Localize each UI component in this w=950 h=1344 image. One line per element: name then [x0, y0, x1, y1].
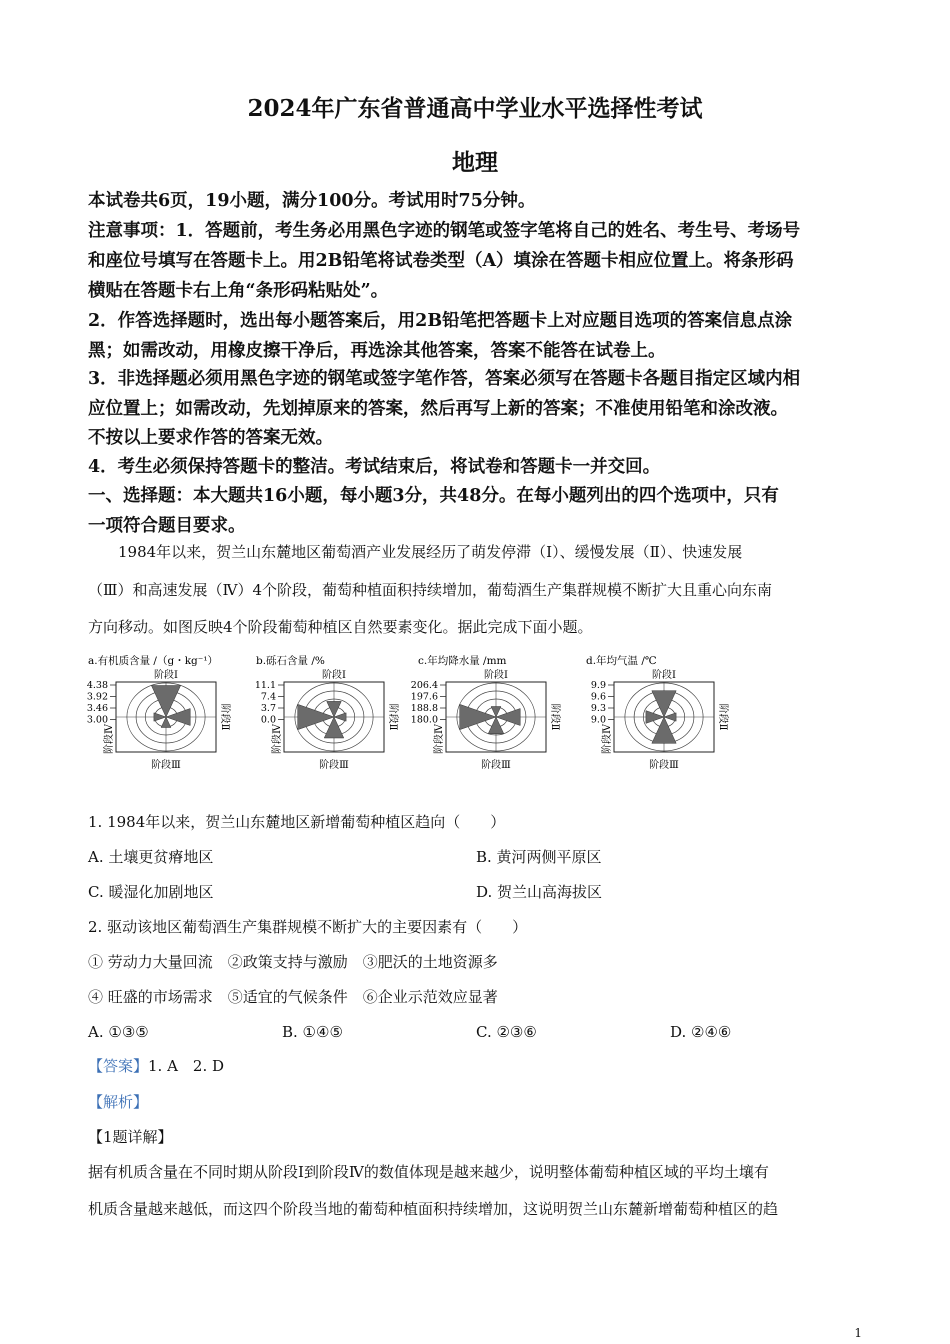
section-heading-line-1: 一、选择题：本大题共16小题，每小题3分，共48分。在每小题列出的四个选项中，只有	[88, 486, 779, 506]
detail-line-1: 据有机质含量在不同时期从阶段Ⅰ到阶段Ⅳ的数值体现是越来越少，说明整体葡萄种植区域的平均土壤有	[88, 1163, 769, 1181]
tick-label: 3.46	[86, 703, 108, 714]
notice-3-line-3: 不按以上要求作答的答案无效。	[88, 428, 333, 448]
axis-label-stage-1: 阶段Ⅰ	[322, 670, 346, 681]
page-number: 1	[854, 1326, 862, 1340]
question-2-option-c[interactable]: C. ②③⑥	[476, 1023, 537, 1041]
answer-tag: 【答案】	[88, 1057, 149, 1075]
radar-chart-2	[255, 654, 399, 771]
axis-label-stage-4: 阶段Ⅳ	[434, 724, 445, 754]
tick-label: 3.92	[86, 691, 108, 703]
axis-label-stage-2: 阶段Ⅱ	[219, 703, 230, 731]
sector-3	[652, 717, 676, 743]
axis-label-stage-3: 阶段Ⅲ	[481, 760, 511, 771]
chart-title: a.有机质含量 /（g・kg⁻¹）	[88, 655, 219, 667]
axis-label-stage-1: 阶段Ⅰ	[484, 670, 508, 681]
tick-label: 197.6	[410, 691, 438, 703]
tick-label: 9.6	[590, 691, 606, 703]
tick-label: 9.3	[590, 703, 606, 714]
axis-label-stage-2: 阶段Ⅱ	[717, 703, 728, 731]
tick-label: 188.8	[410, 703, 438, 714]
question-1-option-c[interactable]: C. 暖湿化加剧地区	[88, 883, 214, 901]
sector-2	[664, 713, 676, 721]
question-2-option-d[interactable]: D. ②④⑥	[670, 1023, 732, 1041]
radar-chart-1	[87, 654, 231, 771]
sector-2	[334, 713, 346, 721]
notice-1-line-2: 和座位号填写在答题卡上。用2B铅笔将试卷类型（A）填涂在答题卡相应位置上。将条形码	[88, 251, 794, 271]
notice-3-line-1: 3．非选择题必须用黑色字迹的钢笔或签字笔作答，答案必须写在答题卡各题目指定区域内相	[88, 369, 801, 389]
chart-title: c.年均降水量 /mm	[418, 655, 507, 667]
notice-3-line-2: 应位置上；如需改动，先划掉原来的答案，然后再写上新的答案；不准使用铅笔和涂改液。	[88, 399, 788, 419]
axis-label-stage-1: 阶段Ⅰ	[154, 670, 178, 681]
sector-1	[327, 701, 342, 717]
sector-3	[324, 717, 344, 738]
question-2-factors-line-2: ④ 旺盛的市场需求 ⑤适宜的气候条件 ⑥企业示范效应显著	[88, 988, 498, 1006]
notice-4: 4．考生必须保持答题卡的整洁。考试结束后，将试卷和答题卡一并交回。	[88, 457, 661, 477]
tick-label: 3.00	[86, 714, 108, 726]
sector-4	[154, 713, 166, 721]
detail-line-2: 机质含量越来越低，而这四个阶段当地的葡萄种植面积持续增加，这说明贺兰山东麓新增葡萄种植区的趋	[88, 1200, 779, 1218]
axis-label-stage-3: 阶段Ⅲ	[151, 760, 181, 771]
question-1-stem: 1. 1984年以来，贺兰山东麓地区新增葡萄种植区趋向（ ）	[88, 813, 506, 831]
chart-title: d.年均气温 /℃	[586, 655, 657, 667]
notice-1-line-1: 注意事项：1．答题前，考生务必用黑色字迹的钢笔或签字笔将自己的姓名、考生号、考场号	[88, 221, 801, 241]
question-1-option-a[interactable]: A. 土壤更贫瘠地区	[88, 848, 214, 866]
tick-label: 4.38	[86, 680, 108, 691]
subject-title: 地理	[452, 149, 498, 176]
sector-3	[488, 717, 504, 734]
tick-label: 9.0	[590, 714, 606, 726]
answer-line	[88, 1056, 224, 1076]
question-1-option-d[interactable]: D. 贺兰山高海拔区	[476, 883, 603, 901]
radar-chart-4	[586, 654, 729, 771]
exam-title: 2024年广东省普通高中学业水平选择性考试	[247, 95, 703, 122]
radar-chart-3	[411, 654, 561, 771]
sector-1	[652, 691, 676, 717]
tick-label: 3.7	[260, 703, 276, 714]
radar-charts-figure	[86, 650, 756, 782]
tick-label: 206.4	[410, 680, 438, 691]
tick-label: 9.9	[590, 680, 606, 691]
notice-2-line-2: 黑；如需改动，用橡皮擦干净后，再选涂其他答案，答案不能答在试卷上。	[88, 341, 666, 361]
notice-2-line-1: 2．作答选择题时，选出每小题答案后，用2B铅笔把答题卡上对应题目选项的答案信息点涂	[88, 311, 793, 331]
axis-label-stage-3: 阶段Ⅲ	[649, 760, 679, 771]
tick-label: 0.0	[260, 714, 276, 726]
question-2-option-b[interactable]: B. ①④⑤	[282, 1023, 343, 1041]
exam-intro: 本试卷共6页，19小题，满分100分。考试用时75分钟。	[88, 191, 536, 211]
sector-2	[496, 709, 520, 726]
tick-label: 180.0	[410, 714, 438, 726]
tick-label: 7.4	[260, 691, 276, 703]
axis-label-stage-3: 阶段Ⅲ	[319, 760, 349, 771]
axis-label-stage-2: 阶段Ⅱ	[549, 703, 560, 731]
chart-title: b.砾石含量 /%	[256, 655, 325, 667]
sector-1	[491, 707, 501, 718]
sector-3	[161, 717, 171, 728]
axis-label-stage-4: 阶段Ⅳ	[272, 724, 283, 754]
axis-label-stage-4: 阶段Ⅳ	[602, 724, 613, 754]
section-heading-line-2: 一项符合题目要求。	[88, 516, 246, 536]
detail-tag: 【1题详解】	[88, 1128, 173, 1146]
tick-label: 11.1	[254, 680, 276, 691]
question-2-stem: 2. 驱动该地区葡萄酒生产集群规模不断扩大的主要因素有（ ）	[88, 918, 528, 936]
sector-2	[166, 709, 190, 726]
analysis-tag: 【解析】	[88, 1093, 149, 1111]
passage-line-2: （Ⅲ）和高速发展（Ⅳ）4个阶段，葡萄种植面积持续增加，葡萄酒生产集群规模不断扩大且重心向东南	[88, 581, 772, 599]
answer-text: 1. A 2. D	[148, 1057, 225, 1075]
notice-1-line-3: 横贴在答题卡右上角“条形码粘贴处”。	[88, 281, 389, 301]
sector-4	[646, 711, 664, 724]
axis-label-stage-1: 阶段Ⅰ	[652, 670, 676, 681]
question-2-factors-line-1: ① 劳动力大量回流 ②政策支持与激励 ③肥沃的土地资源多	[88, 953, 498, 971]
axis-label-stage-4: 阶段Ⅳ	[104, 724, 115, 754]
axis-label-stage-2: 阶段Ⅱ	[387, 703, 398, 731]
question-2-option-a[interactable]: A. ①③⑤	[88, 1023, 149, 1041]
passage-line-3: 方向移动。如图反映4个阶段葡萄种植区自然要素变化。据此完成下面小题。	[88, 618, 593, 636]
question-1-option-b[interactable]: B. 黄河两侧平原区	[476, 848, 602, 866]
passage-line-1: 1984年以来，贺兰山东麓地区葡萄酒产业发展经历了萌发停滞（Ⅰ）、缓慢发展（Ⅱ）、快速发展	[118, 543, 743, 561]
